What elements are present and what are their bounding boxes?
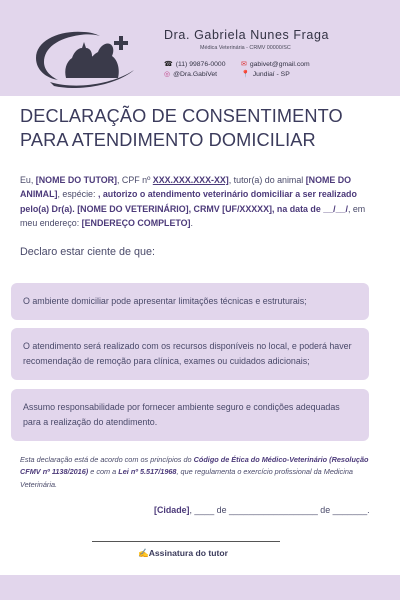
email-address: gabivet@gmail.com [249,60,310,68]
phone-icon: ☎ [164,61,173,68]
declaro-heading: Declaro estar ciente de que: [20,246,156,258]
header-band [0,0,400,96]
legal-note: Esta declaração está de acordo com os princípios do Código de Ética do Médico-Veterinário (Resolução CFMV nº 1138/2016) e com a Lei nº 5.517/1968, que regulamenta o exercício profissional da Medicina Veterinária. [20,455,369,489]
footer-band [0,575,400,600]
authorization-text: , autorizo o atendimento veterinário domiciliar a ser realizado pelo(a) Dr(a). [NOME DO VETERINÁRIO], CRMV [UF/XXXXX], na data de __/__/ [20,189,357,214]
animal-name-field: [NOME DO ANIMAL] [20,175,352,200]
consent-paragraph: Eu, [NOME DO TUTOR], CPF nº XXX.XXX.XXX-XX], tutor(a) do animal [NOME DO ANIMAL], espécie: , autorizo o atendimento veterinário domiciliar a ser realizado pelo(a) Dr(a). [NOME DO VETERINÁRIO], CRMV [UF/XXXXX], na data de __/__/, em meu endereço: [ENDEREÇO COMPLETO]. [20,175,366,229]
clinic-subtitle: Médica Veterinária - CRMV 00000/SC [200,45,291,51]
instagram-handle: @Dra.GabiVet [173,70,218,78]
pets-logo-icon [28,26,140,88]
location-contact [241,70,290,78]
tutor-name-field: [NOME DO TUTOR] [35,175,117,185]
document-title: DECLARAÇÃO DE CONSENTIMENTO PARA ATENDIMENTO DOMICILIAR [20,106,343,150]
city-field: [Cidade] [154,505,190,515]
email-contact [241,60,310,68]
date-line: [Cidade], ____ de __________________ de _______. [154,505,370,515]
phone-number: (11) 99876-0000 [175,60,226,68]
list-item: O ambiente domiciliar pode apresentar limitações técnicas e estruturais; [11,283,369,320]
mail-icon: ✉ [241,61,247,68]
list-item: O atendimento será realizado com os recursos disponíveis no local, e poderá haver recomendação de remoção para clínica, exames ou cuidados adicionais; [11,328,369,380]
phone-contact [164,60,226,68]
address-field: [ENDEREÇO COMPLETO] [81,218,191,229]
signature-label: ✍Assinatura do tutor [138,548,228,558]
location-pin-icon: 📍 [241,71,250,78]
cpf-field: XXX.XXX.XXX-XX] [152,175,229,185]
instagram-icon: ◎ [164,71,171,78]
list-item: Assumo responsabilidade por fornecer ambiente seguro e condições adequadas para a realização do atendimento. [11,389,369,441]
instagram-contact [164,70,217,78]
signature-line [92,541,280,542]
location-text: Jundiaí - SP [252,70,290,78]
clinic-name: Dra. Gabriela Nunes Fraga [164,28,330,42]
